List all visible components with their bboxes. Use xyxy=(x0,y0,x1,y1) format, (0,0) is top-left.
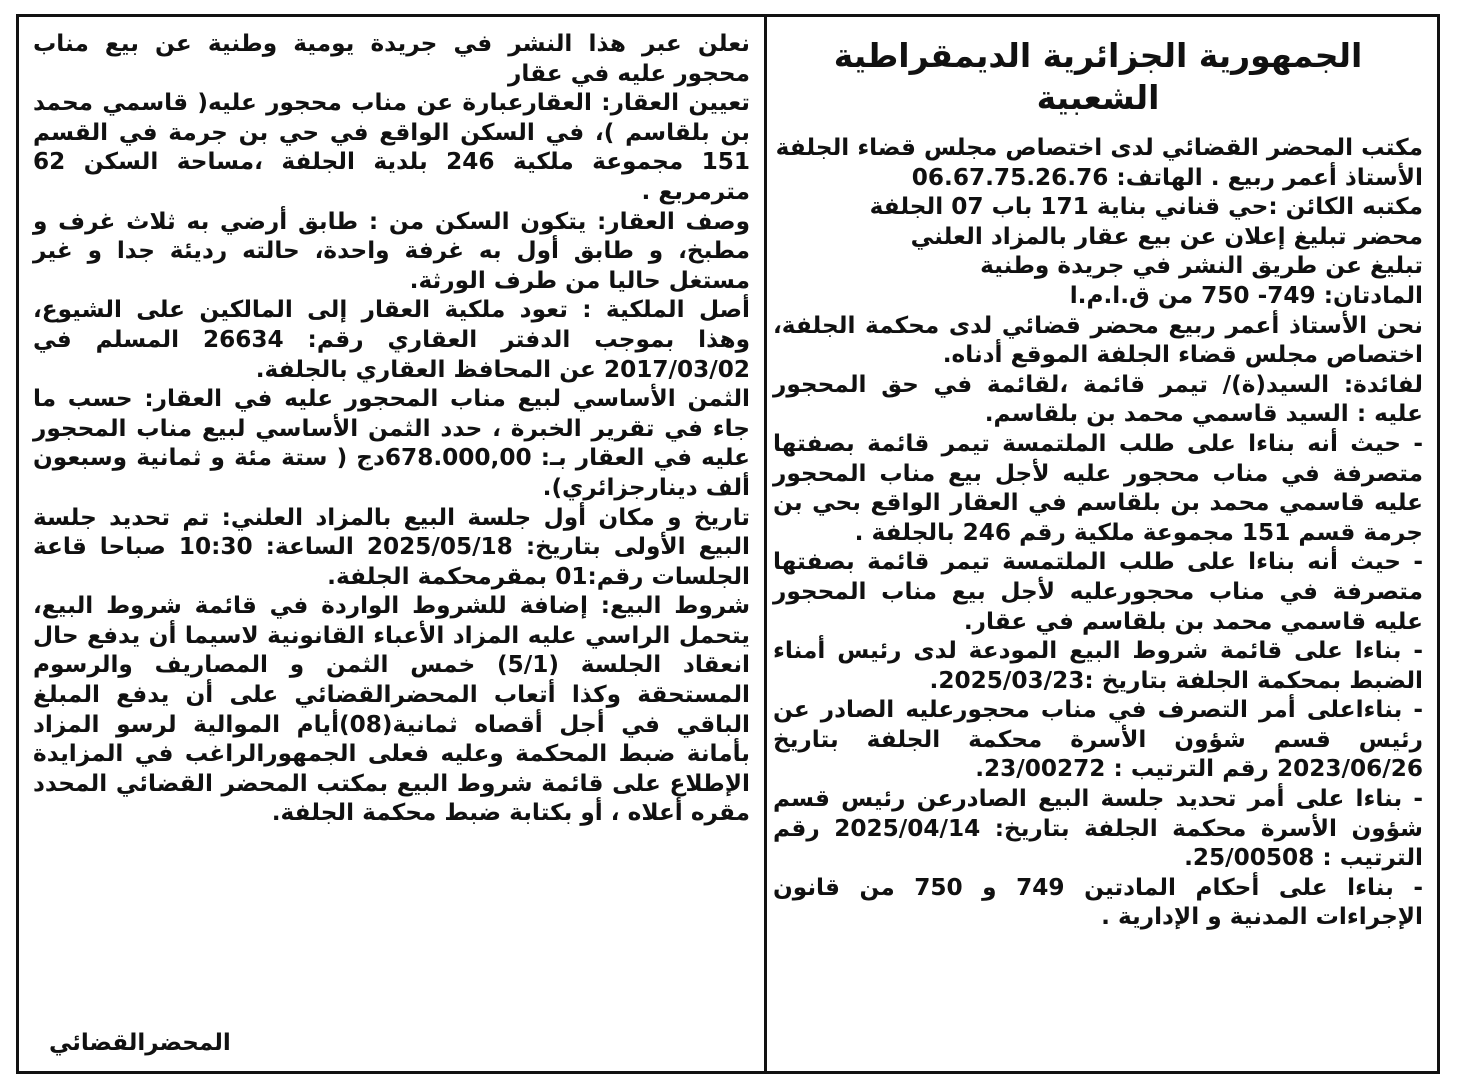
office-line: مكتب المحضر القضائي لدى اختصاص مجلس قضاء الجلفة xyxy=(775,134,1423,161)
office-address-line: مكتبه الكائن :حي قناني بناية 171 باب 07 الجلفة xyxy=(869,193,1423,221)
announcement-paragraph: نعلن عبر هذا النشر في جريدة يومية وطنية عن بيع مناب محجور عليه في عقار xyxy=(33,30,750,87)
articles-line: المادتان: 749- 750 من ق.ا.م.ا xyxy=(1069,281,1423,309)
column-divider xyxy=(764,17,767,1071)
notice-subject-line: محضر تبليغ إعلان عن بيع عقار بالمزاد العلني xyxy=(910,222,1423,250)
right-column xyxy=(759,17,1437,1071)
whereas-paragraph-2: - حيث أنه بناءا على طلب الملتمسة تيمر قائمة بصفتها متصرفة في مناب محجورعليه لأجل بيع مناب المحجور عليه قاسمي محمد بن بلقاسم في عقار. xyxy=(773,548,1423,635)
property-description-paragraph: وصف العقار: يتكون السكن من : طابق أرضي به ثلاث غرف و مطبخ، و طابق أول به غرفة واحدة، حالته رديئة جدا و غير مستغل حاليا من طرف الورثة. xyxy=(33,207,750,294)
property-designation-paragraph: تعيين العقار: العقارعبارة عن مناب محجور عليه( قاسمي محمد بن بلقاسم )، في السكن الواقع في حي بن جرمة في القسم 151 مجموعة ملكية 246 بلدية الجلفة ،مساحة السكن 62 مترمربع . xyxy=(33,89,750,205)
auction-date-paragraph: تاريخ و مكان أول جلسة البيع بالمزاد العلني: تم تحديد جلسة البيع الأولى بتاريخ: 2025/05/18 الساعة: 10:30 صباحا قاعة الجلسات رقم:01 بمقرمحكمة الجلفة. xyxy=(33,503,751,590)
based-on-conditions-paragraph: - بناءا على قائمة شروط البيع المودعة لدى رئيس أمناء الضبط بمحكمة الجلفة بتاريخ :2025/03/23. xyxy=(773,637,1423,694)
base-price-paragraph: الثمن الأساسي لبيع مناب المحجور عليه في العقار: حسب ما جاء في تقرير الخبرة ، حدد الثمن الأساسي لبيع مناب المحجور عليه في العقار بـ: 678.000,00دج ( ستة مئة و ثمانية وسبعون ألف دينارجزائري). xyxy=(33,385,751,501)
based-on-session-order-paragraph: - بناءا على أمر تحديد جلسة البيع الصادرعن رئيس قسم شؤون الأسرة محكمة الجلفة بتاريخ: 2025/04/14 رقم الترتيب : 25/00508. xyxy=(773,785,1423,872)
notice-frame xyxy=(16,14,1440,1074)
bailiff-signature: المحضرالقضائي xyxy=(49,1030,231,1057)
based-on-disposal-order-paragraph: - بناءاعلى أمر التصرف في مناب محجورعليه الصادر عن رئيس قسم شؤون الأسرة محكمة الجلفة بتاريخ 2023/06/26 رقم الترتيب : 23/00272. xyxy=(773,696,1423,783)
left-column xyxy=(19,17,764,1071)
whereas-paragraph-1: - حيث أنه بناءا على طلب الملتمسة تيمر قائمة بصفتها متصرفة في مناب محجور عليه لأجل بيع مناب المحجور عليه قاسمي محمد بن بلقاسم في العقار الواقع بحي بن جرمة قسم 151 مجموعة ملكية رقم 246 بالجلفة . xyxy=(773,429,1423,546)
page-title: الجمهورية الجزائرية الديمقراطية الشعبية xyxy=(833,36,1363,117)
bailiff-statement: نحن الأستاذ أعمر ربيع محضر قضائي لدى محكمة الجلفة، اختصاص مجلس قضاء الجلفة الموقع أدناه. xyxy=(773,311,1423,369)
bailiff-phone-line: الأستاذ أعمر ربيع . الهاتف: 06.67.75.26.76 xyxy=(911,163,1423,191)
beneficiary-paragraph: لفائدة: السيد(ة)/ تيمر قائمة ،لقائمة في حق المحجور عليه : السيد قاسمي محمد بن بلقاسم. xyxy=(773,370,1423,428)
based-on-articles-paragraph: - بناءا على أحكام المادتين 749 و 750 من قانون الإجراءات المدنية و الإدارية . xyxy=(773,873,1424,931)
publication-line: تبليغ عن طريق النشر في جريدة وطنية xyxy=(980,252,1423,280)
sale-conditions-paragraph: شروط البيع: إضافة للشروط الواردة في قائمة شروط البيع، يتحمل الراسي عليه المزاد الأعباء القانونية لاسيما أن يدفع حال انعقاد الجلسة (5/1) خمس الثمن و المصاريف والرسوم المستحقة وكذا أتعاب المحضرالقضائي على أن يدفع المبلغ الباقي في أجل أقصاه ثمانية(08)أيام الموالية لرسو المزاد بأمانة ضبط المحكمة وعليه فعلى الجمهورالراغب في المزايدة الإطلاع على قائمة شروط البيع بمكتب المحضر القضائي المحدد مقره أعلاه ، أو بكتابة ضبط محكمة الجلفة. xyxy=(33,592,750,827)
ownership-origin-paragraph: أصل الملكية : تعود ملكية العقار إلى المالكين على الشيوع، وهذا بموجب الدفتر العقاري رقم: 26634 المسلم في 2017/03/02 عن المحافظ العقاري بالجلفة. xyxy=(33,296,750,383)
